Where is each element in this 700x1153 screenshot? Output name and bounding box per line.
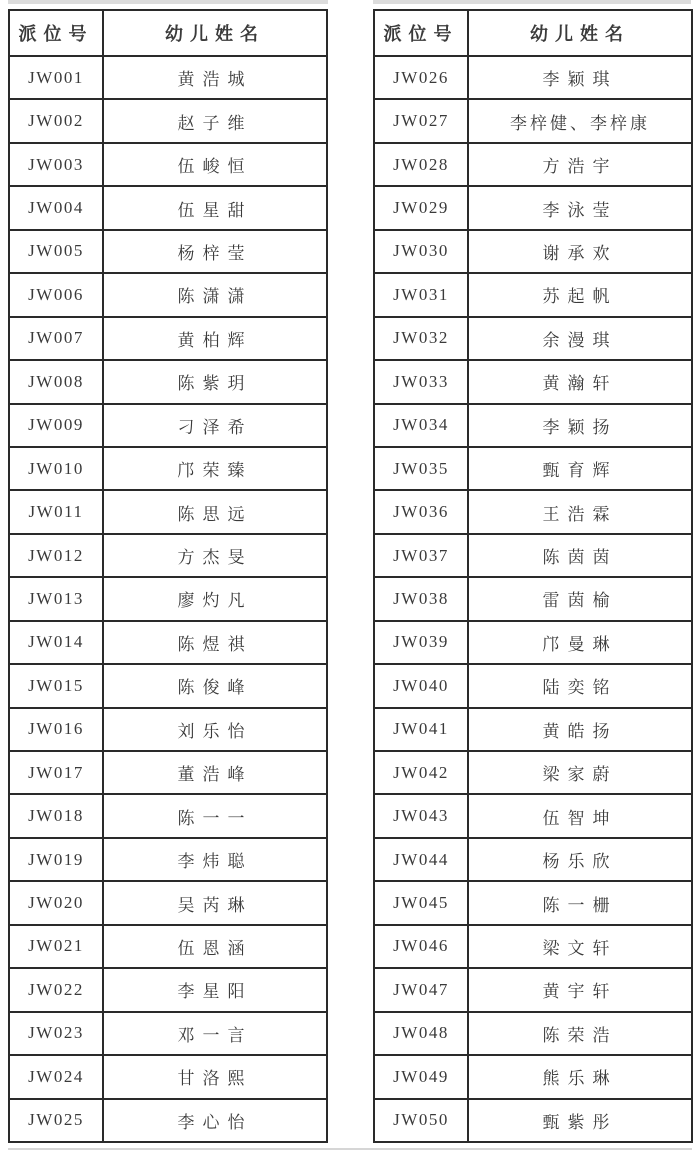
child-name-cell: 方杰旻 bbox=[103, 534, 327, 577]
table-row bbox=[374, 838, 692, 881]
allocation-id-cell: JW025 bbox=[9, 1099, 103, 1143]
allocation-id-cell: JW041 bbox=[374, 708, 468, 751]
child-name-cell: 雷茵榆 bbox=[468, 577, 692, 620]
allocation-id-cell: JW011 bbox=[9, 490, 103, 533]
child-name-cell: 陈一栅 bbox=[468, 881, 692, 924]
table-row bbox=[374, 751, 692, 794]
allocation-id-cell: JW036 bbox=[374, 490, 468, 533]
table-row bbox=[9, 1099, 327, 1143]
child-name-cell: 余漫琪 bbox=[468, 317, 692, 360]
child-name-cell: 梁家蔚 bbox=[468, 751, 692, 794]
child-name-cell: 伍峻恒 bbox=[103, 143, 327, 186]
table-row bbox=[374, 577, 692, 620]
allocation-id-cell: JW047 bbox=[374, 968, 468, 1011]
child-name-cell: 黄柏辉 bbox=[103, 317, 327, 360]
allocation-id-cell: JW049 bbox=[374, 1055, 468, 1098]
allocation-id-cell: JW042 bbox=[374, 751, 468, 794]
allocation-id-cell: JW035 bbox=[374, 447, 468, 490]
child-name-cell: 黄浩城 bbox=[103, 56, 327, 99]
table-row bbox=[9, 56, 327, 99]
table-row bbox=[374, 621, 692, 664]
allocation-id-cell: JW008 bbox=[9, 360, 103, 403]
allocation-table-left bbox=[8, 9, 328, 1143]
allocation-id-cell: JW044 bbox=[374, 838, 468, 881]
table-row bbox=[9, 99, 327, 142]
allocation-id-cell: JW019 bbox=[9, 838, 103, 881]
table-row bbox=[374, 56, 692, 99]
table-row bbox=[9, 1012, 327, 1055]
table-row bbox=[374, 794, 692, 837]
allocation-id-cell: JW031 bbox=[374, 273, 468, 316]
allocation-id-cell: JW030 bbox=[374, 230, 468, 273]
allocation-id-cell: JW045 bbox=[374, 881, 468, 924]
allocation-id-cell: JW015 bbox=[9, 664, 103, 707]
allocation-id-cell: JW038 bbox=[374, 577, 468, 620]
child-name-cell: 陆奕铭 bbox=[468, 664, 692, 707]
table-row bbox=[374, 881, 692, 924]
allocation-id-cell: JW048 bbox=[374, 1012, 468, 1055]
header-row bbox=[9, 10, 327, 56]
child-name-cell: 陈一一 bbox=[103, 794, 327, 837]
child-name-cell: 刘乐怡 bbox=[103, 708, 327, 751]
allocation-id-cell: JW004 bbox=[9, 186, 103, 229]
table-row bbox=[9, 881, 327, 924]
table-row bbox=[374, 317, 692, 360]
table-row bbox=[9, 1055, 327, 1098]
allocation-id-cell: JW034 bbox=[374, 404, 468, 447]
allocation-id-cell: JW029 bbox=[374, 186, 468, 229]
allocation-id-cell: JW022 bbox=[9, 968, 103, 1011]
table-row bbox=[374, 1055, 692, 1098]
allocation-id-cell: JW037 bbox=[374, 534, 468, 577]
child-name-cell: 方浩宇 bbox=[468, 143, 692, 186]
table-row bbox=[374, 925, 692, 968]
table-row bbox=[374, 490, 692, 533]
table-row bbox=[374, 1099, 692, 1143]
child-name-cell: 黄瀚轩 bbox=[468, 360, 692, 403]
child-name-cell: 刁泽希 bbox=[103, 404, 327, 447]
allocation-id-cell: JW010 bbox=[9, 447, 103, 490]
child-name-cell: 伍星甜 bbox=[103, 186, 327, 229]
allocation-id-cell: JW028 bbox=[374, 143, 468, 186]
child-name-cell: 董浩峰 bbox=[103, 751, 327, 794]
table-row bbox=[9, 664, 327, 707]
allocation-id-cell: JW033 bbox=[374, 360, 468, 403]
table-row bbox=[374, 534, 692, 577]
top-edge-strip-right bbox=[373, 0, 691, 4]
allocation-id-cell: JW001 bbox=[9, 56, 103, 99]
allocation-id-cell: JW023 bbox=[9, 1012, 103, 1055]
child-name-cell: 廖灼凡 bbox=[103, 577, 327, 620]
header-allocation-id: 派位号 bbox=[374, 10, 468, 56]
table-body-left bbox=[9, 56, 327, 1142]
child-name-cell: 黄宇轩 bbox=[468, 968, 692, 1011]
table-row bbox=[9, 317, 327, 360]
child-name-cell: 陈俊峰 bbox=[103, 664, 327, 707]
table-row bbox=[9, 447, 327, 490]
allocation-id-cell: JW012 bbox=[9, 534, 103, 577]
allocation-id-cell: JW013 bbox=[9, 577, 103, 620]
child-name-cell: 李梓健、李梓康 bbox=[468, 99, 692, 142]
allocation-id-cell: JW017 bbox=[9, 751, 103, 794]
allocation-id-cell: JW016 bbox=[9, 708, 103, 751]
allocation-id-cell: JW046 bbox=[374, 925, 468, 968]
allocation-id-cell: JW002 bbox=[9, 99, 103, 142]
allocation-id-cell: JW027 bbox=[374, 99, 468, 142]
child-name-cell: 李颖琪 bbox=[468, 56, 692, 99]
allocation-id-cell: JW006 bbox=[9, 273, 103, 316]
child-name-cell: 谢承欢 bbox=[468, 230, 692, 273]
table-row bbox=[9, 925, 327, 968]
child-name-cell: 甘洛熙 bbox=[103, 1055, 327, 1098]
allocation-id-cell: JW021 bbox=[9, 925, 103, 968]
header-row bbox=[374, 10, 692, 56]
child-name-cell: 甄紫彤 bbox=[468, 1099, 692, 1143]
child-name-cell: 伍恩涵 bbox=[103, 925, 327, 968]
top-edge-strip-left bbox=[8, 0, 328, 4]
allocation-id-cell: JW024 bbox=[9, 1055, 103, 1098]
allocation-id-cell: JW005 bbox=[9, 230, 103, 273]
child-name-cell: 梁文轩 bbox=[468, 925, 692, 968]
child-name-cell: 李炜聪 bbox=[103, 838, 327, 881]
table-row bbox=[9, 968, 327, 1011]
allocation-id-cell: JW043 bbox=[374, 794, 468, 837]
table-row bbox=[9, 708, 327, 751]
child-name-cell: 杨乐欣 bbox=[468, 838, 692, 881]
header-child-name: 幼儿姓名 bbox=[103, 10, 327, 56]
child-name-cell: 陈思远 bbox=[103, 490, 327, 533]
table-header-right bbox=[374, 10, 692, 56]
table-row bbox=[374, 143, 692, 186]
allocation-id-cell: JW050 bbox=[374, 1099, 468, 1143]
allocation-id-cell: JW014 bbox=[9, 621, 103, 664]
child-name-cell: 杨梓莹 bbox=[103, 230, 327, 273]
child-name-cell: 黄皓扬 bbox=[468, 708, 692, 751]
child-name-cell: 伍智坤 bbox=[468, 794, 692, 837]
child-name-cell: 陈潇潇 bbox=[103, 273, 327, 316]
child-name-cell: 李星阳 bbox=[103, 968, 327, 1011]
table-header-left bbox=[9, 10, 327, 56]
table-row bbox=[9, 273, 327, 316]
table-row bbox=[374, 968, 692, 1011]
table-row bbox=[9, 621, 327, 664]
child-name-cell: 邝曼琳 bbox=[468, 621, 692, 664]
allocation-id-cell: JW039 bbox=[374, 621, 468, 664]
child-name-cell: 邝荣臻 bbox=[103, 447, 327, 490]
table-row bbox=[374, 230, 692, 273]
child-name-cell: 邓一言 bbox=[103, 1012, 327, 1055]
child-name-cell: 吴芮琳 bbox=[103, 881, 327, 924]
child-name-cell: 李泳莹 bbox=[468, 186, 692, 229]
table-row bbox=[9, 838, 327, 881]
allocation-id-cell: JW032 bbox=[374, 317, 468, 360]
child-name-cell: 甄育辉 bbox=[468, 447, 692, 490]
child-name-cell: 熊乐琳 bbox=[468, 1055, 692, 1098]
child-name-cell: 陈荣浩 bbox=[468, 1012, 692, 1055]
table-row bbox=[9, 751, 327, 794]
header-allocation-id: 派位号 bbox=[9, 10, 103, 56]
table-row bbox=[374, 360, 692, 403]
allocation-id-cell: JW026 bbox=[374, 56, 468, 99]
child-name-cell: 陈煜祺 bbox=[103, 621, 327, 664]
table-row bbox=[9, 360, 327, 403]
child-name-cell: 陈紫玥 bbox=[103, 360, 327, 403]
allocation-id-cell: JW007 bbox=[9, 317, 103, 360]
table-row bbox=[9, 404, 327, 447]
table-row bbox=[374, 186, 692, 229]
child-name-cell: 陈茵茵 bbox=[468, 534, 692, 577]
allocation-table-right bbox=[373, 9, 693, 1143]
table-row bbox=[374, 447, 692, 490]
table-row bbox=[9, 186, 327, 229]
child-name-cell: 李颖扬 bbox=[468, 404, 692, 447]
table-row bbox=[374, 99, 692, 142]
allocation-id-cell: JW003 bbox=[9, 143, 103, 186]
table-row bbox=[9, 490, 327, 533]
allocation-id-cell: JW020 bbox=[9, 881, 103, 924]
table-row bbox=[9, 143, 327, 186]
child-name-cell: 赵子维 bbox=[103, 99, 327, 142]
table-row bbox=[9, 577, 327, 620]
table-row bbox=[9, 230, 327, 273]
table-row bbox=[374, 708, 692, 751]
allocation-id-cell: JW009 bbox=[9, 404, 103, 447]
bottom-edge-rule bbox=[8, 1148, 692, 1150]
table-row bbox=[374, 273, 692, 316]
child-name-cell: 王浩霖 bbox=[468, 490, 692, 533]
table-row bbox=[9, 534, 327, 577]
table-row bbox=[9, 794, 327, 837]
table-row bbox=[374, 404, 692, 447]
header-child-name: 幼儿姓名 bbox=[468, 10, 692, 56]
table-row bbox=[374, 664, 692, 707]
table-body-right bbox=[374, 56, 692, 1142]
table-row bbox=[374, 1012, 692, 1055]
allocation-id-cell: JW018 bbox=[9, 794, 103, 837]
child-name-cell: 苏起帆 bbox=[468, 273, 692, 316]
child-name-cell: 李心怡 bbox=[103, 1099, 327, 1143]
allocation-id-cell: JW040 bbox=[374, 664, 468, 707]
